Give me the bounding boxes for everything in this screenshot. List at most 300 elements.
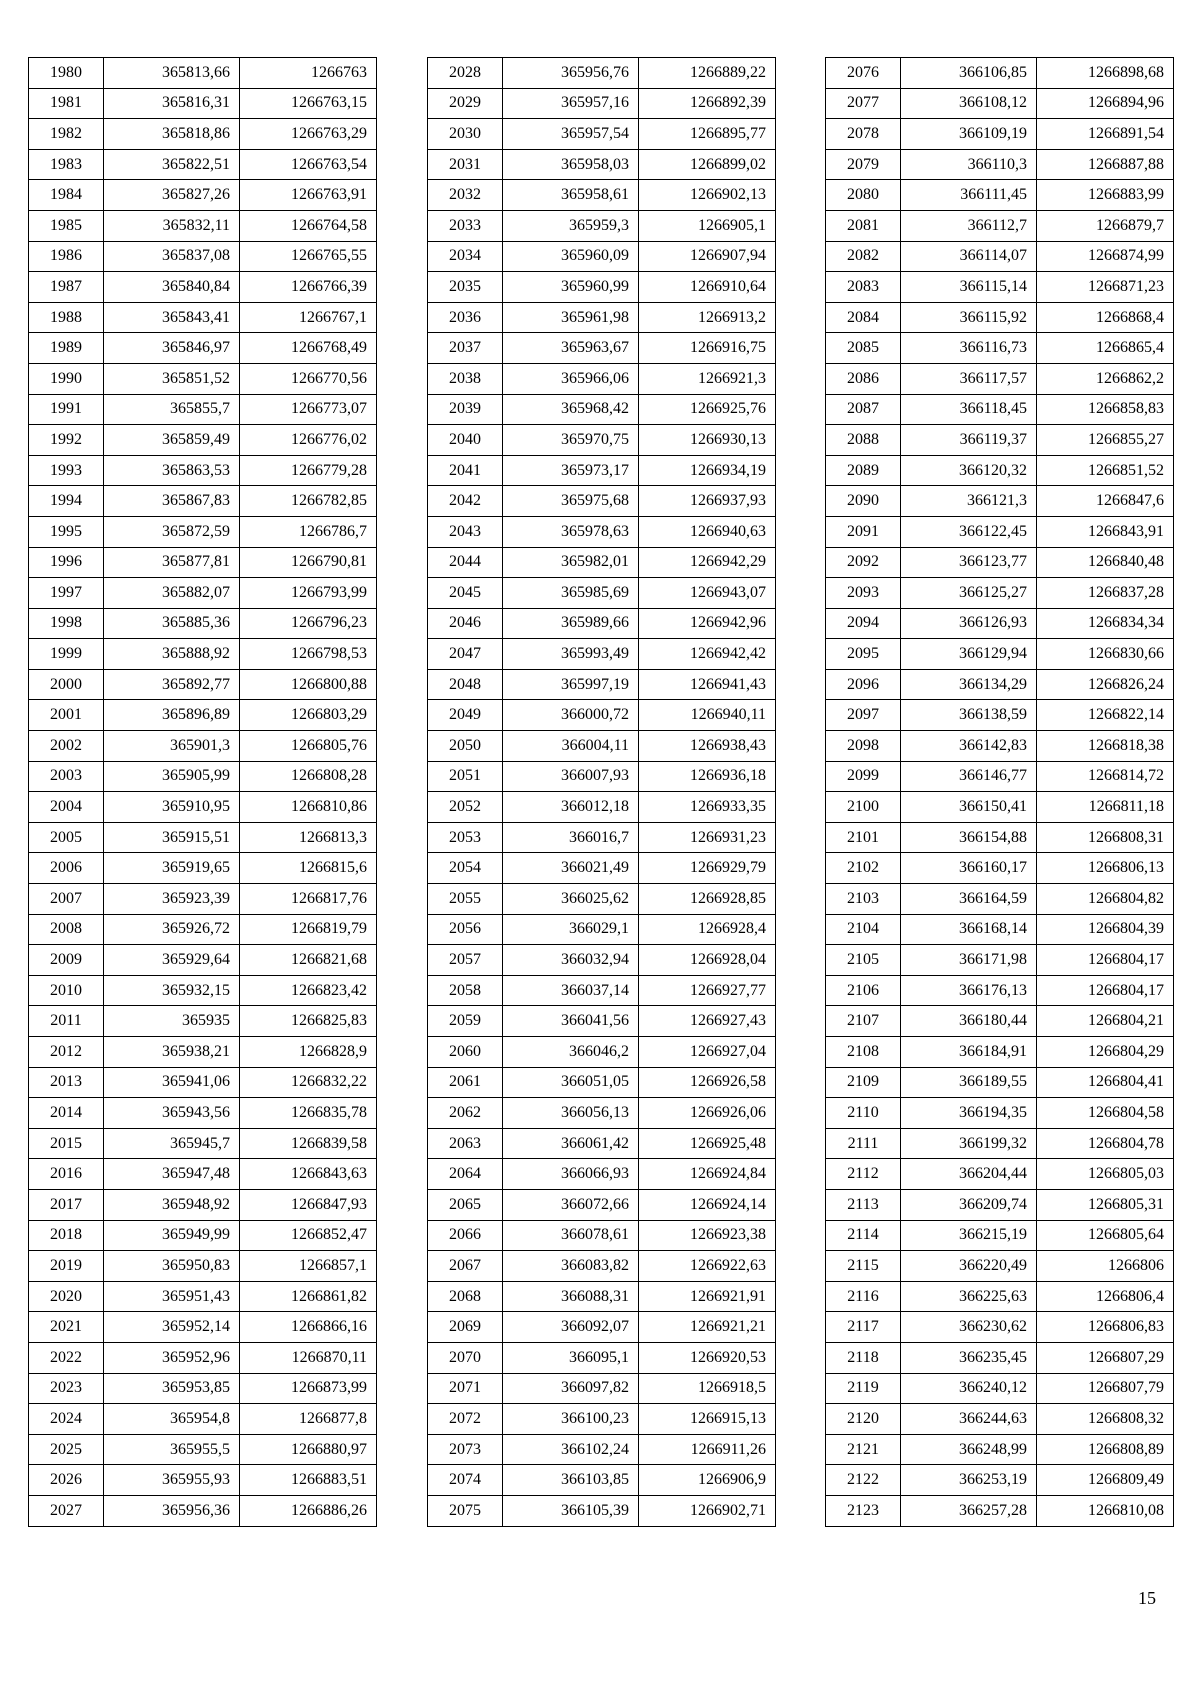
x-coordinate-cell: 365955,93	[104, 1465, 240, 1496]
x-coordinate-cell: 365877,81	[104, 547, 240, 578]
table-row	[826, 853, 1174, 884]
table-row	[826, 1404, 1174, 1435]
table-row	[29, 792, 377, 823]
x-coordinate-cell: 366111,45	[901, 180, 1037, 211]
table-row	[826, 516, 1174, 547]
y-coordinate-cell: 1266924,14	[639, 1189, 776, 1220]
table-row	[428, 578, 776, 609]
y-coordinate-cell: 1266763,91	[240, 180, 377, 211]
point-number-cell: 2093	[826, 578, 901, 609]
point-number-cell: 2070	[428, 1342, 503, 1373]
table-row	[29, 700, 377, 731]
table-row	[428, 516, 776, 547]
x-coordinate-cell: 366235,45	[901, 1342, 1037, 1373]
table-row	[428, 241, 776, 272]
y-coordinate-cell: 1266922,63	[639, 1251, 776, 1282]
x-coordinate-cell: 366204,44	[901, 1159, 1037, 1190]
point-number-cell: 2069	[428, 1312, 503, 1343]
x-coordinate-cell: 365956,36	[104, 1495, 240, 1526]
x-coordinate-cell: 365929,64	[104, 945, 240, 976]
x-coordinate-cell: 365950,83	[104, 1251, 240, 1282]
table-row	[29, 853, 377, 884]
table-row	[826, 914, 1174, 945]
y-coordinate-cell: 1266928,4	[639, 914, 776, 945]
table-row	[29, 1495, 377, 1526]
point-number-cell: 2120	[826, 1404, 901, 1435]
table-row	[29, 761, 377, 792]
table-row	[826, 333, 1174, 364]
table-row	[826, 149, 1174, 180]
point-number-cell: 2023	[29, 1373, 104, 1404]
point-number-cell: 2033	[428, 210, 503, 241]
y-coordinate-cell: 1266905,1	[639, 210, 776, 241]
x-coordinate-cell: 366244,63	[901, 1404, 1037, 1435]
point-number-cell: 2096	[826, 669, 901, 700]
point-number-cell: 2074	[428, 1465, 503, 1496]
y-coordinate-cell: 1266832,22	[240, 1067, 377, 1098]
x-coordinate-cell: 365840,84	[104, 272, 240, 303]
point-number-cell: 2094	[826, 608, 901, 639]
y-coordinate-cell: 1266835,78	[240, 1098, 377, 1129]
y-coordinate-cell: 1266768,49	[240, 333, 377, 364]
y-coordinate-cell: 1266928,04	[639, 945, 776, 976]
point-number-cell: 2110	[826, 1098, 901, 1129]
y-coordinate-cell: 1266899,02	[639, 149, 776, 180]
table-row	[428, 822, 776, 853]
point-number-cell: 2039	[428, 394, 503, 425]
x-coordinate-cell: 366061,42	[503, 1128, 639, 1159]
point-number-cell: 2056	[428, 914, 503, 945]
point-number-cell: 1987	[29, 272, 104, 303]
table-row	[826, 1220, 1174, 1251]
x-coordinate-cell: 365915,51	[104, 822, 240, 853]
table-row	[428, 1373, 776, 1404]
x-coordinate-cell: 365957,16	[503, 88, 639, 119]
table-row	[29, 455, 377, 486]
coordinate-table-3	[825, 57, 1174, 1527]
x-coordinate-cell: 365989,66	[503, 608, 639, 639]
x-coordinate-cell: 365935	[104, 1006, 240, 1037]
table-row	[826, 884, 1174, 915]
y-coordinate-cell: 1266855,27	[1037, 425, 1174, 456]
table-row	[428, 1220, 776, 1251]
x-coordinate-cell: 366083,82	[503, 1251, 639, 1282]
point-number-cell: 2063	[428, 1128, 503, 1159]
y-coordinate-cell: 1266923,38	[639, 1220, 776, 1251]
table-row	[428, 394, 776, 425]
point-number-cell: 2002	[29, 731, 104, 762]
point-number-cell: 2022	[29, 1342, 104, 1373]
point-number-cell: 2104	[826, 914, 901, 945]
x-coordinate-cell: 366072,66	[503, 1189, 639, 1220]
point-number-cell: 2043	[428, 516, 503, 547]
x-coordinate-cell: 366109,19	[901, 119, 1037, 150]
table-row	[29, 486, 377, 517]
x-coordinate-cell: 366046,2	[503, 1037, 639, 1068]
x-coordinate-cell: 365822,51	[104, 149, 240, 180]
x-coordinate-cell: 366097,82	[503, 1373, 639, 1404]
table-row	[428, 149, 776, 180]
point-number-cell: 2091	[826, 516, 901, 547]
point-number-cell: 1981	[29, 88, 104, 119]
table-row	[428, 1281, 776, 1312]
y-coordinate-cell: 1266770,56	[240, 363, 377, 394]
point-number-cell: 2017	[29, 1189, 104, 1220]
point-number-cell: 2040	[428, 425, 503, 456]
point-number-cell: 2052	[428, 792, 503, 823]
x-coordinate-cell: 366016,7	[503, 822, 639, 853]
y-coordinate-cell: 1266805,76	[240, 731, 377, 762]
point-number-cell: 2055	[428, 884, 503, 915]
table-row	[29, 149, 377, 180]
table-row	[428, 1189, 776, 1220]
table-row	[826, 1342, 1174, 1373]
table-row	[826, 1006, 1174, 1037]
y-coordinate-cell: 1266921,91	[639, 1281, 776, 1312]
y-coordinate-cell: 1266925,48	[639, 1128, 776, 1159]
table-row	[29, 1037, 377, 1068]
y-coordinate-cell: 1266942,29	[639, 547, 776, 578]
y-coordinate-cell: 1266804,82	[1037, 884, 1174, 915]
point-number-cell: 1984	[29, 180, 104, 211]
x-coordinate-cell: 366189,55	[901, 1067, 1037, 1098]
x-coordinate-cell: 365973,17	[503, 455, 639, 486]
table-row	[29, 1159, 377, 1190]
table-row	[826, 1098, 1174, 1129]
point-number-cell: 1990	[29, 363, 104, 394]
point-number-cell: 2048	[428, 669, 503, 700]
table-row	[29, 1281, 377, 1312]
y-coordinate-cell: 1266806,83	[1037, 1312, 1174, 1343]
table-row	[29, 333, 377, 364]
point-number-cell: 2095	[826, 639, 901, 670]
y-coordinate-cell: 1266834,34	[1037, 608, 1174, 639]
x-coordinate-cell: 365955,5	[104, 1434, 240, 1465]
x-coordinate-cell: 366180,44	[901, 1006, 1037, 1037]
table-row	[29, 608, 377, 639]
table-row	[826, 1434, 1174, 1465]
y-coordinate-cell: 1266857,1	[240, 1251, 377, 1282]
x-coordinate-cell: 366037,14	[503, 975, 639, 1006]
x-coordinate-cell: 366215,19	[901, 1220, 1037, 1251]
x-coordinate-cell: 366230,62	[901, 1312, 1037, 1343]
point-number-cell: 2006	[29, 853, 104, 884]
table-row	[428, 792, 776, 823]
y-coordinate-cell: 1266798,53	[240, 639, 377, 670]
table-row	[29, 1220, 377, 1251]
y-coordinate-cell: 1266906,9	[639, 1465, 776, 1496]
table-row	[29, 975, 377, 1006]
y-coordinate-cell: 1266858,83	[1037, 394, 1174, 425]
table-row	[428, 486, 776, 517]
table-row	[29, 1373, 377, 1404]
table-row	[428, 914, 776, 945]
table-row	[428, 1434, 776, 1465]
table-row	[826, 88, 1174, 119]
point-number-cell: 2118	[826, 1342, 901, 1373]
y-coordinate-cell: 1266886,26	[240, 1495, 377, 1526]
point-number-cell: 2028	[428, 58, 503, 89]
x-coordinate-cell: 365938,21	[104, 1037, 240, 1068]
point-number-cell: 2084	[826, 302, 901, 333]
y-coordinate-cell: 1266883,99	[1037, 180, 1174, 211]
y-coordinate-cell: 1266916,75	[639, 333, 776, 364]
x-coordinate-cell: 365837,08	[104, 241, 240, 272]
y-coordinate-cell: 1266877,8	[240, 1404, 377, 1435]
table-row	[428, 302, 776, 333]
point-number-cell: 2112	[826, 1159, 901, 1190]
x-coordinate-cell: 365888,92	[104, 639, 240, 670]
y-coordinate-cell: 1266891,54	[1037, 119, 1174, 150]
y-coordinate-cell: 1266927,43	[639, 1006, 776, 1037]
y-coordinate-cell: 1266815,6	[240, 853, 377, 884]
point-number-cell: 2051	[428, 761, 503, 792]
point-number-cell: 2076	[826, 58, 901, 89]
table-row	[29, 272, 377, 303]
point-number-cell: 2107	[826, 1006, 901, 1037]
table-row	[29, 1067, 377, 1098]
x-coordinate-cell: 365932,15	[104, 975, 240, 1006]
point-number-cell: 2047	[428, 639, 503, 670]
y-coordinate-cell: 1266927,77	[639, 975, 776, 1006]
point-number-cell: 1985	[29, 210, 104, 241]
x-coordinate-cell: 365958,61	[503, 180, 639, 211]
point-number-cell: 2097	[826, 700, 901, 731]
y-coordinate-cell: 1266928,85	[639, 884, 776, 915]
table-row	[29, 884, 377, 915]
table-row	[826, 1189, 1174, 1220]
y-coordinate-cell: 1266805,64	[1037, 1220, 1174, 1251]
point-number-cell: 2007	[29, 884, 104, 915]
x-coordinate-cell: 366078,61	[503, 1220, 639, 1251]
x-coordinate-cell: 366012,18	[503, 792, 639, 823]
y-coordinate-cell: 1266825,83	[240, 1006, 377, 1037]
x-coordinate-cell: 365982,01	[503, 547, 639, 578]
x-coordinate-cell: 365896,89	[104, 700, 240, 731]
x-coordinate-cell: 365953,85	[104, 1373, 240, 1404]
x-coordinate-cell: 365843,41	[104, 302, 240, 333]
point-number-cell: 2019	[29, 1251, 104, 1282]
x-coordinate-cell: 366110,3	[901, 149, 1037, 180]
point-number-cell: 2066	[428, 1220, 503, 1251]
y-coordinate-cell: 1266883,51	[240, 1465, 377, 1496]
point-number-cell: 2061	[428, 1067, 503, 1098]
table-row	[29, 639, 377, 670]
y-coordinate-cell: 1266763,54	[240, 149, 377, 180]
point-number-cell: 1999	[29, 639, 104, 670]
x-coordinate-cell: 366142,83	[901, 731, 1037, 762]
point-number-cell: 2054	[428, 853, 503, 884]
table-row	[826, 1251, 1174, 1282]
x-coordinate-cell: 366088,31	[503, 1281, 639, 1312]
x-coordinate-cell: 366184,91	[901, 1037, 1037, 1068]
x-coordinate-cell: 365855,7	[104, 394, 240, 425]
y-coordinate-cell: 1266810,08	[1037, 1495, 1174, 1526]
x-coordinate-cell: 366103,85	[503, 1465, 639, 1496]
x-coordinate-cell: 366121,3	[901, 486, 1037, 517]
point-number-cell: 2098	[826, 731, 901, 762]
y-coordinate-cell: 1266915,13	[639, 1404, 776, 1435]
x-coordinate-cell: 366168,14	[901, 914, 1037, 945]
y-coordinate-cell: 1266940,11	[639, 700, 776, 731]
x-coordinate-cell: 366021,49	[503, 853, 639, 884]
point-number-cell: 2011	[29, 1006, 104, 1037]
table-row	[826, 394, 1174, 425]
table-row	[29, 822, 377, 853]
y-coordinate-cell: 1266920,53	[639, 1342, 776, 1373]
x-coordinate-cell: 366106,85	[901, 58, 1037, 89]
point-number-cell: 2065	[428, 1189, 503, 1220]
x-coordinate-cell: 366171,98	[901, 945, 1037, 976]
y-coordinate-cell: 1266804,17	[1037, 945, 1174, 976]
table-row	[826, 822, 1174, 853]
point-number-cell: 2032	[428, 180, 503, 211]
x-coordinate-cell: 365975,68	[503, 486, 639, 517]
x-coordinate-cell: 366209,74	[901, 1189, 1037, 1220]
point-number-cell: 2105	[826, 945, 901, 976]
table-row	[428, 731, 776, 762]
x-coordinate-cell: 366066,93	[503, 1159, 639, 1190]
table-row	[826, 363, 1174, 394]
x-coordinate-cell: 365945,7	[104, 1128, 240, 1159]
y-coordinate-cell: 1266814,72	[1037, 761, 1174, 792]
table-row	[428, 761, 776, 792]
x-coordinate-cell: 366105,39	[503, 1495, 639, 1526]
table-row	[428, 1465, 776, 1496]
y-coordinate-cell: 1266804,21	[1037, 1006, 1174, 1037]
point-number-cell: 2013	[29, 1067, 104, 1098]
point-number-cell: 1991	[29, 394, 104, 425]
point-number-cell: 2046	[428, 608, 503, 639]
x-coordinate-cell: 365970,75	[503, 425, 639, 456]
x-coordinate-cell: 365867,83	[104, 486, 240, 517]
y-coordinate-cell: 1266943,07	[639, 578, 776, 609]
x-coordinate-cell: 366199,32	[901, 1128, 1037, 1159]
point-number-cell: 2086	[826, 363, 901, 394]
table-row	[428, 1342, 776, 1373]
point-number-cell: 2057	[428, 945, 503, 976]
x-coordinate-cell: 366146,77	[901, 761, 1037, 792]
point-number-cell: 1994	[29, 486, 104, 517]
table-row	[826, 302, 1174, 333]
y-coordinate-cell: 1266763	[240, 58, 377, 89]
x-coordinate-cell: 365813,66	[104, 58, 240, 89]
y-coordinate-cell: 1266866,16	[240, 1312, 377, 1343]
point-number-cell: 2058	[428, 975, 503, 1006]
y-coordinate-cell: 1266862,2	[1037, 363, 1174, 394]
point-number-cell: 1996	[29, 547, 104, 578]
y-coordinate-cell: 1266927,04	[639, 1037, 776, 1068]
y-coordinate-cell: 1266765,55	[240, 241, 377, 272]
table-row	[826, 241, 1174, 272]
y-coordinate-cell: 1266811,18	[1037, 792, 1174, 823]
table-row	[826, 58, 1174, 89]
point-number-cell: 2045	[428, 578, 503, 609]
point-number-cell: 2078	[826, 119, 901, 150]
table-row	[29, 210, 377, 241]
table-row	[826, 792, 1174, 823]
point-number-cell: 2060	[428, 1037, 503, 1068]
table-row	[428, 853, 776, 884]
table-row	[826, 272, 1174, 303]
table-row	[826, 700, 1174, 731]
y-coordinate-cell: 1266879,7	[1037, 210, 1174, 241]
table-row	[826, 119, 1174, 150]
x-coordinate-cell: 366115,92	[901, 302, 1037, 333]
point-number-cell: 2059	[428, 1006, 503, 1037]
point-number-cell: 2085	[826, 333, 901, 364]
x-coordinate-cell: 365963,67	[503, 333, 639, 364]
x-coordinate-cell: 366041,56	[503, 1006, 639, 1037]
table-row	[29, 58, 377, 89]
table-row	[29, 180, 377, 211]
y-coordinate-cell: 1266839,58	[240, 1128, 377, 1159]
y-coordinate-cell: 1266871,23	[1037, 272, 1174, 303]
y-coordinate-cell: 1266942,96	[639, 608, 776, 639]
point-number-cell: 2101	[826, 822, 901, 853]
y-coordinate-cell: 1266776,02	[240, 425, 377, 456]
x-coordinate-cell: 365923,39	[104, 884, 240, 915]
point-number-cell: 2123	[826, 1495, 901, 1526]
table-row	[29, 1128, 377, 1159]
y-coordinate-cell: 1266843,63	[240, 1159, 377, 1190]
x-coordinate-cell: 365859,49	[104, 425, 240, 456]
point-number-cell: 2116	[826, 1281, 901, 1312]
point-number-cell: 2113	[826, 1189, 901, 1220]
point-number-cell: 2001	[29, 700, 104, 731]
point-number-cell: 2009	[29, 945, 104, 976]
y-coordinate-cell: 1266898,68	[1037, 58, 1174, 89]
x-coordinate-cell: 365948,92	[104, 1189, 240, 1220]
y-coordinate-cell: 1266870,11	[240, 1342, 377, 1373]
point-number-cell: 2122	[826, 1465, 901, 1496]
y-coordinate-cell: 1266813,3	[240, 822, 377, 853]
point-number-cell: 2081	[826, 210, 901, 241]
point-number-cell: 2050	[428, 731, 503, 762]
point-number-cell: 2108	[826, 1037, 901, 1068]
y-coordinate-cell: 1266873,99	[240, 1373, 377, 1404]
point-number-cell: 2109	[826, 1067, 901, 1098]
x-coordinate-cell: 365872,59	[104, 516, 240, 547]
y-coordinate-cell: 1266807,79	[1037, 1373, 1174, 1404]
table-row	[428, 88, 776, 119]
y-coordinate-cell: 1266804,29	[1037, 1037, 1174, 1068]
x-coordinate-cell: 365816,31	[104, 88, 240, 119]
x-coordinate-cell: 365941,06	[104, 1067, 240, 1098]
table-row	[29, 425, 377, 456]
x-coordinate-cell: 365978,63	[503, 516, 639, 547]
table-row	[428, 1312, 776, 1343]
point-number-cell: 2042	[428, 486, 503, 517]
y-coordinate-cell: 1266806,13	[1037, 853, 1174, 884]
x-coordinate-cell: 365818,86	[104, 119, 240, 150]
x-coordinate-cell: 365951,43	[104, 1281, 240, 1312]
point-number-cell: 2000	[29, 669, 104, 700]
y-coordinate-cell: 1266766,39	[240, 272, 377, 303]
y-coordinate-cell: 1266938,43	[639, 731, 776, 762]
point-number-cell: 2099	[826, 761, 901, 792]
y-coordinate-cell: 1266804,58	[1037, 1098, 1174, 1129]
table-row	[428, 669, 776, 700]
x-coordinate-cell: 366114,07	[901, 241, 1037, 272]
table-row	[428, 1159, 776, 1190]
y-coordinate-cell: 1266880,97	[240, 1434, 377, 1465]
point-number-cell: 2036	[428, 302, 503, 333]
x-coordinate-cell: 366122,45	[901, 516, 1037, 547]
table-row	[29, 1342, 377, 1373]
table-row	[428, 180, 776, 211]
y-coordinate-cell: 1266818,38	[1037, 731, 1174, 762]
